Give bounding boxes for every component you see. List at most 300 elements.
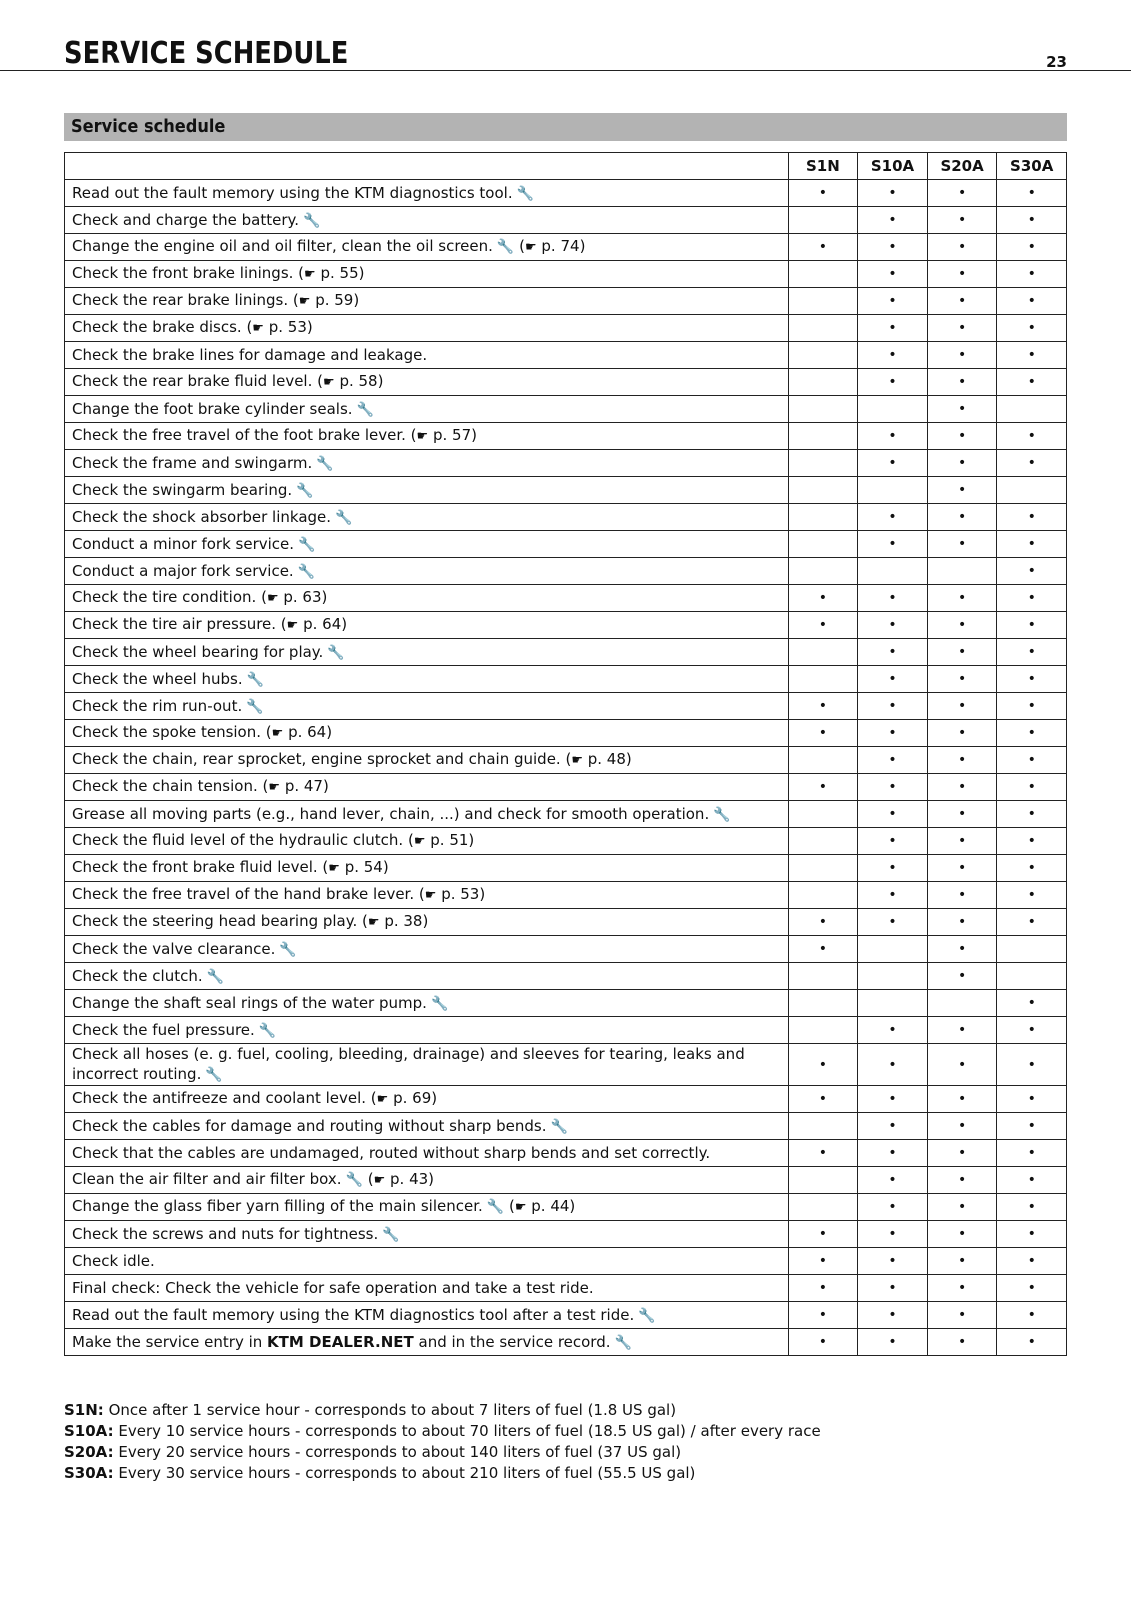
check-mark-bullet: • [888,1145,897,1161]
task-description [65,477,789,504]
check-mark-bullet: • [888,806,897,822]
section-title: Service schedule [71,116,226,137]
wrench-icon: 🔧 [496,239,515,255]
interval-cell-s30a [997,882,1067,909]
interval-cell-s20a [927,693,997,720]
interval-cell-s20a [927,747,997,774]
interval-cell-s10a [858,801,928,828]
column-header-s20a: S20A [927,153,997,180]
task-description [65,1329,789,1356]
interval-cell-s30a [997,855,1067,882]
pointing-hand-icon: ☛ [268,780,281,795]
check-mark-bullet: • [1027,1334,1036,1350]
table-row [65,1017,1067,1044]
check-mark-bullet: • [888,914,897,930]
table-row [65,1329,1067,1356]
interval-cell-s1n [788,990,858,1017]
interval-cell-s30a [997,1113,1067,1140]
interval-cell-s10a [858,747,928,774]
interval-cell-s20a [927,1086,997,1113]
check-mark-bullet: • [888,590,897,606]
table-row [65,990,1067,1017]
check-mark-bullet: • [957,239,967,255]
check-mark-bullet: • [1027,185,1036,201]
check-mark-bullet: • [1027,590,1036,606]
interval-cell-s20a [927,909,997,936]
interval-cell-s10a [858,1086,928,1113]
interval-cell-s10a [858,342,928,369]
interval-cell-s30a [997,693,1067,720]
check-mark-bullet: • [1027,428,1036,444]
page-reference: p. 64 [288,723,327,741]
interval-cell-s30a [997,261,1067,288]
interval-cell-s30a [997,666,1067,693]
check-mark-bullet: • [888,1091,897,1107]
task-text: Read out the fault memory using the KTM diagnostics tool after a test ride. [72,1305,635,1324]
table-row [65,180,1067,207]
pointing-hand-icon: ☛ [298,294,311,309]
task-text: Check and charge the battery. [72,210,300,229]
task-description: Check the steering head bearing play. (☛ p. 38) [65,909,789,936]
wrench-icon: 🔧 [246,698,264,715]
interval-cell-s10a [858,774,928,801]
check-mark-bullet: • [957,1226,967,1242]
check-mark-bullet: • [1027,1118,1036,1134]
wrench-icon: 🔧 [258,1022,277,1039]
task-description [65,936,789,963]
wrench-icon: 🔧 [356,401,374,418]
interval-cell-s30a [997,1140,1067,1167]
check-mark-bullet: • [1027,1280,1036,1296]
interval-cell-s30a [997,315,1067,342]
check-mark-bullet: • [957,833,967,849]
interval-cell-s10a [858,477,928,504]
task-text: Check the antifreeze and coolant level. [72,1089,367,1107]
interval-cell-s20a [927,288,997,315]
task-text: Check the rear brake linings. [72,291,289,309]
interval-cell-s20a [927,990,997,1017]
task-description [65,990,789,1017]
table-row [65,747,1067,774]
pointing-hand-icon: ☛ [252,321,264,336]
interval-cell-s30a [997,936,1067,963]
check-mark-bullet: • [888,1172,897,1188]
task-description [65,693,789,720]
pointing-hand-icon: ☛ [304,267,316,282]
interval-cell-s30a [997,1044,1067,1086]
wrench-icon: 🔧 [303,212,321,229]
interval-cell-s20a [927,1329,997,1356]
task-text: Check that the cables are undamaged, routed without sharp bends and set correctly. [72,1144,711,1162]
interval-cell-s30a [997,450,1067,477]
task-text: Check the wheel bearing for play. [72,642,324,661]
pointing-hand-icon: ☛ [376,1092,389,1107]
wrench-icon: 🔧 [430,995,449,1012]
check-mark-bullet: • [818,914,828,930]
interval-cell-s10a [858,855,928,882]
check-mark-bullet: • [818,941,828,957]
check-mark-bullet: • [957,671,967,687]
check-mark-bullet: • [888,752,897,768]
interval-cell-s20a [927,531,997,558]
table-row [65,828,1067,855]
task-description [65,963,789,990]
check-mark-bullet: • [818,1091,828,1107]
interval-cell-s1n [788,1167,858,1194]
check-mark-bullet: • [1027,293,1036,309]
check-mark-bullet: • [957,887,967,903]
check-mark-bullet: • [888,887,897,903]
interval-cell-s1n [788,747,858,774]
check-mark-bullet: • [888,239,897,255]
interval-cell-s20a [927,666,997,693]
check-mark-bullet: • [957,590,967,606]
task-text: Check the steering head bearing play. [72,912,358,930]
table-row [65,774,1067,801]
interval-cell-s20a [927,1167,997,1194]
interval-cell-s20a [927,1248,997,1275]
table-row [65,855,1067,882]
wrench-icon: 🔧 [296,482,314,499]
interval-cell-s10a [858,396,928,423]
interval-cell-s1n [788,450,858,477]
task-description [65,180,789,207]
task-text: Check idle. [72,1252,155,1270]
check-mark-bullet: • [888,536,897,552]
interval-cell-s1n [788,612,858,639]
table-row [65,234,1067,261]
task-description: Check the rear brake fluid level. (☛ p. 58) [65,369,789,396]
task-description [65,207,789,234]
task-description [65,1113,789,1140]
check-mark-bullet: • [888,455,897,471]
task-text: Check the swingarm bearing. [72,480,293,499]
interval-cell-s10a [858,288,928,315]
task-text: Grease all moving parts (e.g., hand lever, chain, ...) and check for smooth operation. [72,804,710,823]
interval-cell-s10a [858,1167,928,1194]
table-row [65,1044,1067,1086]
page-reference: p. 58 [339,372,378,390]
interval-cell-s30a [997,774,1067,801]
task-description: Clean the air filter and air filter box. 🔧 (☛ p. 43) [65,1167,789,1194]
check-mark-bullet: • [818,185,828,201]
interval-cell-s30a [997,1086,1067,1113]
check-mark-bullet: • [1027,617,1036,633]
check-mark-bullet: • [1027,752,1036,768]
table-body [65,180,1067,1356]
interval-cell-s30a [997,1329,1067,1356]
interval-cell-s10a [858,1221,928,1248]
interval-cell-s1n [788,963,858,990]
table-row [65,558,1067,585]
interval-cell-s30a [997,963,1067,990]
service-schedule-table [64,152,1067,1356]
check-mark-bullet: • [888,1253,897,1269]
interval-cell-s30a [997,558,1067,585]
check-mark-bullet: • [957,1022,967,1038]
interval-cell-s30a [997,720,1067,747]
interval-cell-s1n [788,558,858,585]
page-reference: p. 59 [315,291,354,309]
interval-cell-s10a [858,909,928,936]
page-reference: p. 51 [430,831,469,849]
interval-cell-s20a [927,1194,997,1221]
table-row [65,1302,1067,1329]
task-text: Change the shaft seal rings of the water pump. [72,993,427,1012]
wrench-icon: 🔧 [246,671,265,688]
check-mark-bullet: • [1027,1226,1036,1242]
check-mark-bullet: • [1027,698,1036,714]
check-mark-bullet: • [957,725,967,741]
task-description [65,342,789,369]
task-description: Check the brake discs. (☛ p. 53) [65,315,789,342]
task-text: Check the clutch. [72,966,203,985]
interval-cell-s20a [927,450,997,477]
wrench-icon: 🔧 [382,1226,400,1243]
check-mark-bullet: • [1027,833,1036,849]
check-mark-bullet: • [888,860,897,876]
table-row [65,396,1067,423]
interval-cell-s1n [788,1113,858,1140]
interval-cell-s20a [927,720,997,747]
check-mark-bullet: • [888,1022,897,1038]
interval-cell-s10a [858,1329,928,1356]
table-row [65,1275,1067,1302]
interval-cell-s1n [788,1275,858,1302]
check-mark-bullet: • [818,725,828,741]
interval-cell-s20a [927,1017,997,1044]
check-mark-bullet: • [888,671,897,687]
table-row [65,369,1067,396]
interval-cell-s10a [858,1248,928,1275]
task-description: Check the tire condition. (☛ p. 63) [65,585,789,612]
check-mark-bullet: • [1027,509,1036,525]
task-text: Conduct a major fork service. [72,561,294,580]
interval-cell-s20a [927,396,997,423]
interval-cell-s30a [997,1275,1067,1302]
check-mark-bullet: • [957,914,967,930]
check-mark-bullet: • [1027,1091,1036,1107]
wrench-icon: 🔧 [206,968,225,985]
check-mark-bullet: • [818,1145,828,1161]
page-reference: p. 64 [303,615,342,633]
check-mark-bullet: • [818,698,828,714]
table-row [65,531,1067,558]
check-mark-bullet: • [1027,374,1036,390]
check-mark-bullet: • [957,482,967,498]
task-text: Check the rim run-out. [72,696,243,715]
wrench-icon: 🔧 [638,1307,656,1324]
table-row [65,477,1067,504]
check-mark-bullet: • [957,752,967,768]
check-mark-bullet: • [888,347,897,363]
check-mark-bullet: • [818,239,828,255]
interval-cell-s1n [788,261,858,288]
interval-cell-s10a [858,828,928,855]
check-mark-bullet: • [957,860,967,876]
pointing-hand-icon: ☛ [413,834,426,849]
check-mark-bullet: • [818,1334,828,1350]
check-mark-bullet: • [957,347,967,363]
interval-cell-s1n [788,882,858,909]
check-mark-bullet: • [957,617,967,633]
check-mark-bullet: • [1027,995,1036,1011]
interval-cell-s30a [997,342,1067,369]
wrench-icon: 🔧 [279,941,297,958]
check-mark-bullet: • [888,698,897,714]
interval-cell-s30a [997,288,1067,315]
wrench-icon: 🔧 [713,806,731,823]
task-description: Change the engine oil and oil filter, clean the oil screen. 🔧 (☛ p. 74) [65,234,789,261]
check-mark-bullet: • [957,941,967,957]
check-mark-bullet: • [957,1118,967,1134]
interval-cell-s10a [858,207,928,234]
page-reference: p. 63 [283,588,322,606]
interval-cell-s10a [858,1017,928,1044]
interval-cell-s20a [927,261,997,288]
pointing-hand-icon: ☛ [271,726,284,741]
task-description: Check the free travel of the hand brake lever. (☛ p. 53) [65,882,789,909]
pointing-hand-icon: ☛ [524,240,537,255]
task-text: Change the glass fiber yarn filling of the main silencer. [72,1197,483,1215]
check-mark-bullet: • [888,374,897,390]
check-mark-bullet: • [818,590,828,606]
interval-cell-s1n [788,1194,858,1221]
table-row [65,288,1067,315]
check-mark-bullet: • [1027,347,1036,363]
interval-cell-s10a [858,585,928,612]
table-row [65,342,1067,369]
interval-cell-s1n [788,1140,858,1167]
interval-cell-s30a [997,909,1067,936]
check-mark-bullet: • [888,428,897,444]
interval-cell-s10a [858,234,928,261]
check-mark-bullet: • [888,779,897,795]
task-description [65,1302,789,1329]
check-mark-bullet: • [957,1199,967,1215]
interval-cell-s10a [858,693,928,720]
check-mark-bullet: • [888,185,897,201]
interval-cell-s20a [927,342,997,369]
task-text: Check the shock absorber linkage. [72,507,332,526]
interval-cell-s20a [927,585,997,612]
interval-cell-s30a [997,531,1067,558]
pointing-hand-icon: ☛ [266,591,279,606]
interval-cell-s10a [858,1194,928,1221]
interval-cell-s1n [788,234,858,261]
check-mark-bullet: • [1027,779,1036,795]
check-mark-bullet: • [888,644,897,660]
check-mark-bullet: • [957,1334,967,1350]
page-reference: p. 38 [384,912,423,930]
wrench-icon: 🔧 [486,1199,505,1215]
task-text: Check the chain, rear sprocket, engine sprocket and chain guide. [72,750,561,768]
task-description: Check the tire air pressure. (☛ p. 64) [65,612,789,639]
interval-cell-s1n [788,1329,858,1356]
check-mark-bullet: • [957,428,967,444]
interval-cell-s10a [858,612,928,639]
task-description: Check the front brake linings. (☛ p. 55) [65,261,789,288]
check-mark-bullet: • [888,1199,897,1215]
task-description [65,1221,789,1248]
task-description: Check the chain, rear sprocket, engine sprocket and chain guide. (☛ p. 48) [65,747,789,774]
check-mark-bullet: • [957,212,967,228]
task-text: Check the fuel pressure. [72,1020,255,1039]
check-mark-bullet: • [1027,887,1036,903]
pointing-hand-icon: ☛ [416,429,429,444]
interval-cell-s20a [927,801,997,828]
legend-item: S10A: Every 10 service hours - corresponds to about 70 liters of fuel (18.5 US gal) / after every race [64,1422,821,1440]
interval-cell-s20a [927,315,997,342]
interval-cell-s1n [788,1044,858,1086]
task-description: Check the spoke tension. (☛ p. 64) [65,720,789,747]
task-description: Check the free travel of the foot brake lever. (☛ p. 57) [65,423,789,450]
task-description [65,666,789,693]
interval-cell-s1n [788,477,858,504]
task-description: Check the rear brake linings. (☛ p. 59) [65,288,789,315]
page-reference: p. 69 [393,1089,432,1107]
interval-cell-s1n [788,1302,858,1329]
page-reference: p. 43 [390,1170,429,1188]
check-mark-bullet: • [888,617,897,633]
wrench-icon: 🔧 [316,455,334,472]
interval-cell-s1n [788,180,858,207]
check-mark-bullet: • [957,779,967,795]
check-mark-bullet: • [1027,536,1036,552]
task-text: Check the front brake fluid level. [72,858,318,876]
interval-cell-s20a [927,1044,997,1086]
interval-cell-s30a [997,747,1067,774]
check-mark-bullet: • [888,320,897,336]
interval-cell-s30a [997,396,1067,423]
interval-cell-s1n [788,1017,858,1044]
wrench-icon: 🔧 [345,1172,363,1188]
table-row [65,1140,1067,1167]
check-mark-bullet: • [1027,563,1036,579]
task-text: Check the screws and nuts for tightness. [72,1224,379,1243]
header-rule [0,70,1131,71]
interval-cell-s1n [788,1086,858,1113]
check-mark-bullet: • [957,293,967,309]
interval-cell-s1n [788,504,858,531]
check-mark-bullet: • [957,401,967,417]
task-description: Check the fluid level of the hydraulic clutch. (☛ p. 51) [65,828,789,855]
table-header-row [65,153,1067,180]
interval-cell-s20a [927,936,997,963]
check-mark-bullet: • [957,698,967,714]
task-text: Make the service entry in [72,1332,268,1351]
interval-cell-s20a [927,639,997,666]
check-mark-bullet: • [888,1334,897,1350]
interval-cell-s1n [788,585,858,612]
interval-cell-s30a [997,369,1067,396]
check-mark-bullet: • [957,509,967,525]
interval-cell-s1n [788,315,858,342]
interval-cell-s30a [997,1221,1067,1248]
task-text: Check the cables for damage and routing without sharp bends. [72,1116,547,1135]
interval-cell-s20a [927,1113,997,1140]
task-description: Check the front brake fluid level. (☛ p. 54) [65,855,789,882]
check-mark-bullet: • [957,1145,967,1161]
task-description [65,639,789,666]
interval-cell-s10a [858,720,928,747]
task-text: Check the spoke tension. [72,723,262,741]
check-mark-bullet: • [1027,1172,1036,1188]
page-number: 23 [1046,53,1067,71]
check-mark-bullet: • [818,1307,828,1323]
check-mark-bullet: • [888,293,897,309]
task-description [65,1017,789,1044]
